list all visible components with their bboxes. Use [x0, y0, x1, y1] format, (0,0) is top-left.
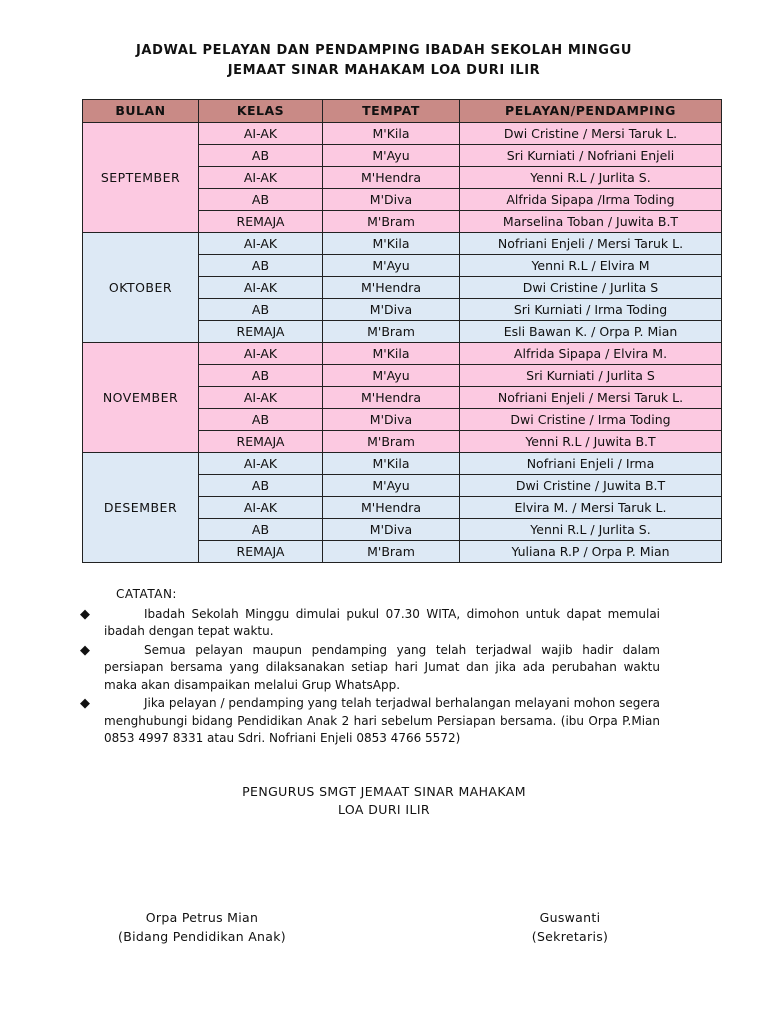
- kelas-cell: AB: [199, 299, 323, 321]
- pelayan-cell: Nofriani Enjeli / Mersi Taruk L.: [460, 387, 722, 409]
- kelas-cell: REMAJA: [199, 321, 323, 343]
- tempat-cell: M'Bram: [323, 541, 460, 563]
- diamond-bullet-icon: ◆: [80, 696, 90, 711]
- pelayan-cell: Esli Bawan K. / Orpa P. Mian: [460, 321, 722, 343]
- kelas-cell: AB: [199, 255, 323, 277]
- pelayan-cell: Dwi Cristine / Jurlita S: [460, 277, 722, 299]
- tempat-cell: M'Kila: [323, 123, 460, 145]
- note-item: [80, 695, 660, 748]
- month-cell: SEPTEMBER: [83, 123, 199, 233]
- header-kelas: KELAS: [199, 100, 323, 123]
- kelas-cell: AI-AK: [199, 233, 323, 255]
- signature-right: [500, 908, 640, 946]
- kelas-cell: AB: [199, 365, 323, 387]
- table-row: [83, 233, 722, 255]
- tempat-cell: M'Hendra: [323, 497, 460, 519]
- footer-org-line1: PENGURUS SMGT JEMAAT SINAR MAHAKAM: [242, 784, 526, 799]
- pelayan-cell: Alfrida Sipapa /Irma Toding: [460, 189, 722, 211]
- signatory-role: (Sekretaris): [531, 929, 609, 944]
- schedule-table: [82, 99, 722, 563]
- tempat-cell: M'Bram: [323, 431, 460, 453]
- tempat-cell: M'Hendra: [323, 167, 460, 189]
- tempat-cell: M'Ayu: [323, 475, 460, 497]
- kelas-cell: AI-AK: [199, 453, 323, 475]
- tempat-cell: M'Kila: [323, 233, 460, 255]
- pelayan-cell: Nofriani Enjeli / Mersi Taruk L.: [460, 233, 722, 255]
- document-title-line1: JADWAL PELAYAN DAN PENDAMPING IBADAH SEKOLAH MINGGU: [136, 43, 632, 58]
- month-cell: OKTOBER: [83, 233, 199, 343]
- pelayan-cell: Alfrida Sipapa / Elvira M.: [460, 343, 722, 365]
- tempat-cell: M'Kila: [323, 343, 460, 365]
- table-header-row: [83, 100, 722, 123]
- diamond-bullet-icon: ◆: [80, 606, 90, 622]
- kelas-cell: AB: [199, 189, 323, 211]
- note-text: Ibadah Sekolah Minggu dimulai pukul 07.30 WITA, dimohon untuk dapat memulai ibadah dengan tepat waktu.: [104, 606, 660, 638]
- note-text: Jika pelayan / pendamping yang telah terjadwal berhalangan melayani mohon segera menghubungi bidang Pendidikan Anak 2 hari sebelum Persiapan bersama. (ibu Orpa P.Mian 0853 4997 8331 atau Sdri. Nofriani Enjeli 0853 4766 5572): [104, 696, 660, 745]
- kelas-cell: AI-AK: [199, 277, 323, 299]
- signature-left: [112, 908, 292, 946]
- month-cell: DESEMBER: [83, 453, 199, 563]
- pelayan-cell: Nofriani Enjeli / Irma: [460, 453, 722, 475]
- tempat-cell: M'Diva: [323, 299, 460, 321]
- note-text: Semua pelayan maupun pendamping yang telah terjadwal wajib hadir dalam persiapan bersama yang dilaksanakan setiap hari Jumat dan jika ada perubahan waktu maka akan disampaikan melalui Grup WhatsApp.: [104, 642, 660, 692]
- schedule-body: [83, 123, 722, 563]
- note-item: [80, 606, 660, 641]
- header-pelayan: PELAYAN/PENDAMPING: [460, 100, 722, 123]
- kelas-cell: REMAJA: [199, 431, 323, 453]
- pelayan-cell: Sri Kurniati / Irma Toding: [460, 299, 722, 321]
- signatory-name: Orpa Petrus Mian: [145, 910, 259, 925]
- table-row: [83, 123, 722, 145]
- table-row: [83, 453, 722, 475]
- diamond-bullet-icon: ◆: [80, 642, 90, 658]
- notes-section: [80, 586, 660, 749]
- month-cell: NOVEMBER: [83, 343, 199, 453]
- header-bulan: BULAN: [83, 100, 199, 123]
- tempat-cell: M'Diva: [323, 409, 460, 431]
- kelas-cell: AI-AK: [199, 343, 323, 365]
- kelas-cell: AB: [199, 475, 323, 497]
- kelas-cell: REMAJA: [199, 541, 323, 563]
- kelas-cell: AI-AK: [199, 387, 323, 409]
- header-tempat: TEMPAT: [323, 100, 460, 123]
- footer-org-line2: LOA DURI ILIR: [337, 802, 430, 817]
- signatory-role: (Bidang Pendidikan Anak): [118, 929, 286, 944]
- pelayan-cell: Elvira M. / Mersi Taruk L.: [460, 497, 722, 519]
- pelayan-cell: Marselina Toban / Juwita B.T: [460, 211, 722, 233]
- table-row: [83, 343, 722, 365]
- pelayan-cell: Yenni R.L / Jurlita S.: [460, 519, 722, 541]
- tempat-cell: M'Bram: [323, 211, 460, 233]
- kelas-cell: AI-AK: [199, 497, 323, 519]
- tempat-cell: M'Diva: [323, 519, 460, 541]
- pelayan-cell: Dwi Cristine / Juwita B.T: [460, 475, 722, 497]
- signatory-name: Guswanti: [539, 910, 601, 925]
- pelayan-cell: Yuliana R.P / Orpa P. Mian: [460, 541, 722, 563]
- tempat-cell: M'Ayu: [323, 255, 460, 277]
- pelayan-cell: Dwi Cristine / Irma Toding: [460, 409, 722, 431]
- kelas-cell: AB: [199, 409, 323, 431]
- kelas-cell: REMAJA: [199, 211, 323, 233]
- tempat-cell: M'Hendra: [323, 387, 460, 409]
- kelas-cell: AB: [199, 519, 323, 541]
- document-title-line2: JEMAAT SINAR MAHAKAM LOA DURI ILIR: [227, 63, 541, 78]
- kelas-cell: AB: [199, 145, 323, 167]
- tempat-cell: M'Kila: [323, 453, 460, 475]
- kelas-cell: AI-AK: [199, 123, 323, 145]
- notes-heading: CATATAN:: [116, 587, 177, 601]
- tempat-cell: M'Ayu: [323, 365, 460, 387]
- tempat-cell: M'Diva: [323, 189, 460, 211]
- pelayan-cell: Sri Kurniati / Jurlita S: [460, 365, 722, 387]
- tempat-cell: M'Hendra: [323, 277, 460, 299]
- tempat-cell: M'Ayu: [323, 145, 460, 167]
- note-item: [80, 642, 660, 695]
- kelas-cell: AI-AK: [199, 167, 323, 189]
- pelayan-cell: Dwi Cristine / Mersi Taruk L.: [460, 123, 722, 145]
- pelayan-cell: Sri Kurniati / Nofriani Enjeli: [460, 145, 722, 167]
- tempat-cell: M'Bram: [323, 321, 460, 343]
- pelayan-cell: Yenni R.L / Elvira M: [460, 255, 722, 277]
- pelayan-cell: Yenni R.L / Juwita B.T: [460, 431, 722, 453]
- pelayan-cell: Yenni R.L / Jurlita S.: [460, 167, 722, 189]
